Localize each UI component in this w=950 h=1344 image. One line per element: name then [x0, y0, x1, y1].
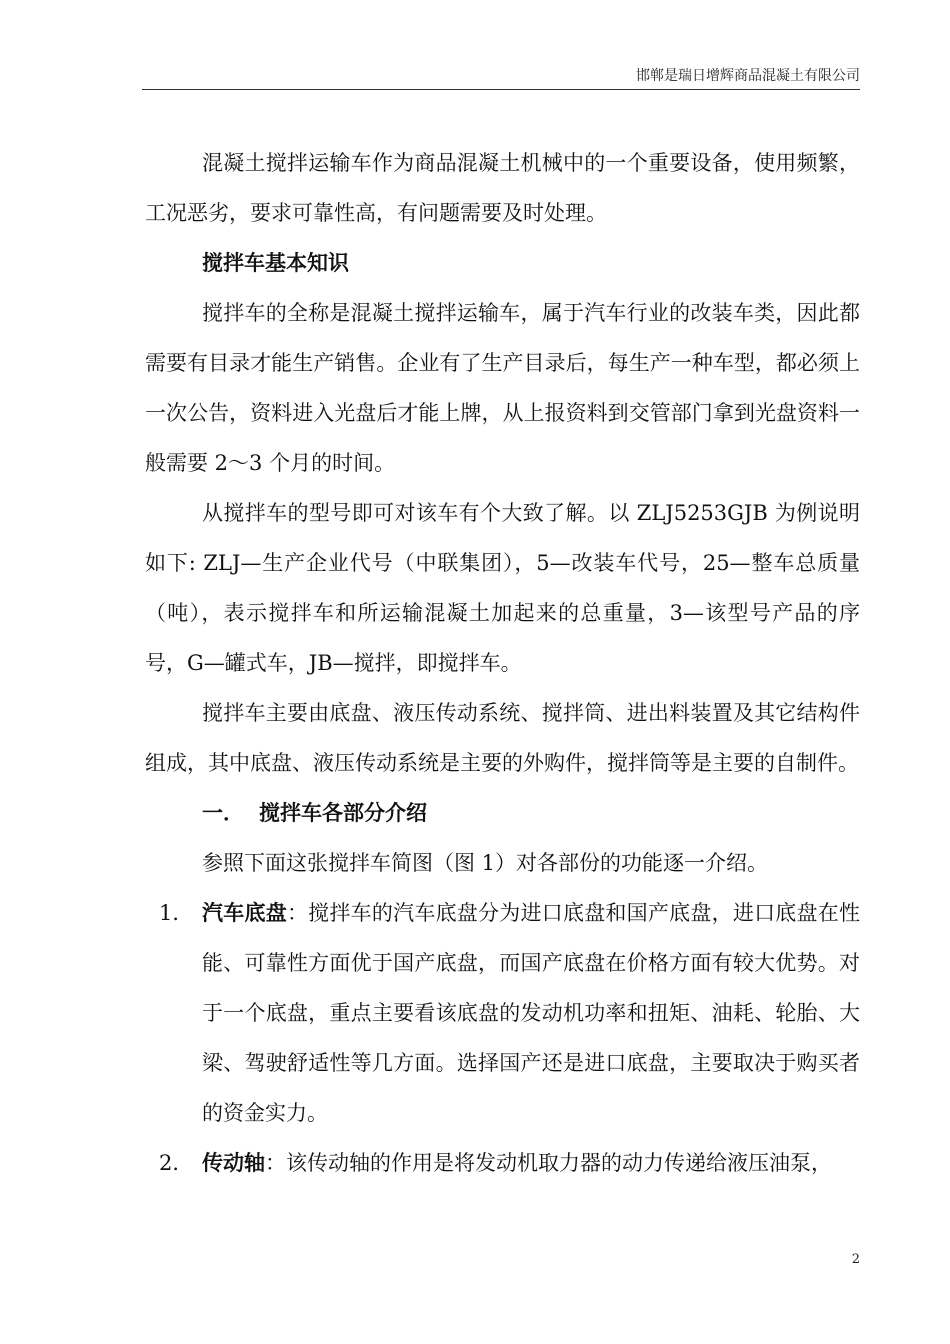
- page-header: [142, 66, 860, 86]
- basics-paragraph-2: 从搅拌车的型号即可对该车有个大致了解。以 ZLJ5253GJB 为例说明如下: ZLJ—生产企业代号（中联集团），5—改装车代号，25—整车总质量（吨），表示搅拌车和所运输混凝土加起来的总重量，3—该型号产品的序号，G—罐式车，JB—搅拌，即搅拌车。: [145, 501, 860, 675]
- list-item-term: 传动轴: [202, 1150, 265, 1175]
- header-company-name: 邯郸是瑞日增辉商品混凝土有限公司: [636, 68, 860, 84]
- document-body: [145, 138, 860, 1188]
- section-one-mark: 一．: [202, 800, 244, 825]
- basics-paragraph-3: 搅拌车主要由底盘、液压传动系统、搅拌筒、进出料装置及其它结构件组成，其中底盘、液压传动系统是主要的外购件，搅拌筒等是主要的自制件。: [145, 701, 860, 775]
- basics-heading: 搅拌车基本知识: [202, 250, 349, 275]
- list-item-number: 1．: [159, 901, 194, 925]
- header-rule: [142, 89, 860, 90]
- list-item-body: [202, 1138, 860, 1188]
- section-one-heading: [145, 788, 860, 838]
- list-item-text: ：搅拌车的汽车底盘分为进口底盘和国产底盘，进口底盘在性能、可靠性方面优于国产底盘，而国产底盘在价格方面有较大优势。对于一个底盘，重点主要看该底盘的发动机功率和扭矩、油耗、轮胎、大梁、驾驶舒适性等几方面。选择国产还是进口底盘，主要取决于购买者的资金实力。: [202, 901, 861, 1125]
- list-item-chassis: [145, 888, 860, 1138]
- basics-paragraph-1: 搅拌车的全称是混凝土搅拌运输车，属于汽车行业的改装车类，因此都需要有目录才能生产销售。企业有了生产目录后，每生产一种车型，都必须上一次公告，资料进入光盘后才能上牌，从上报资料到交管部门拿到光盘资料一般需要 2～3 个月的时间。: [145, 301, 860, 475]
- section-one-intro: 参照下面这张搅拌车简图（图 1）对各部份的功能逐一介绍。: [202, 851, 769, 875]
- list-item-term: 汽车底盘: [202, 900, 287, 925]
- list-item-number: 2．: [159, 1151, 194, 1175]
- list-item-body: [202, 888, 860, 1138]
- page-number: 2: [851, 1252, 860, 1267]
- section-one-title: 搅拌车各部分介绍: [259, 800, 427, 825]
- list-item-driveshaft: [145, 1138, 860, 1188]
- intro-paragraph: 混凝土搅拌运输车作为商品混凝土机械中的一个重要设备，使用频繁，工况恶劣，要求可靠性高，有问题需要及时处理。: [145, 151, 860, 225]
- list-item-text: ：该传动轴的作用是将发动机取力器的动力传递给液压油泵，: [265, 1151, 832, 1175]
